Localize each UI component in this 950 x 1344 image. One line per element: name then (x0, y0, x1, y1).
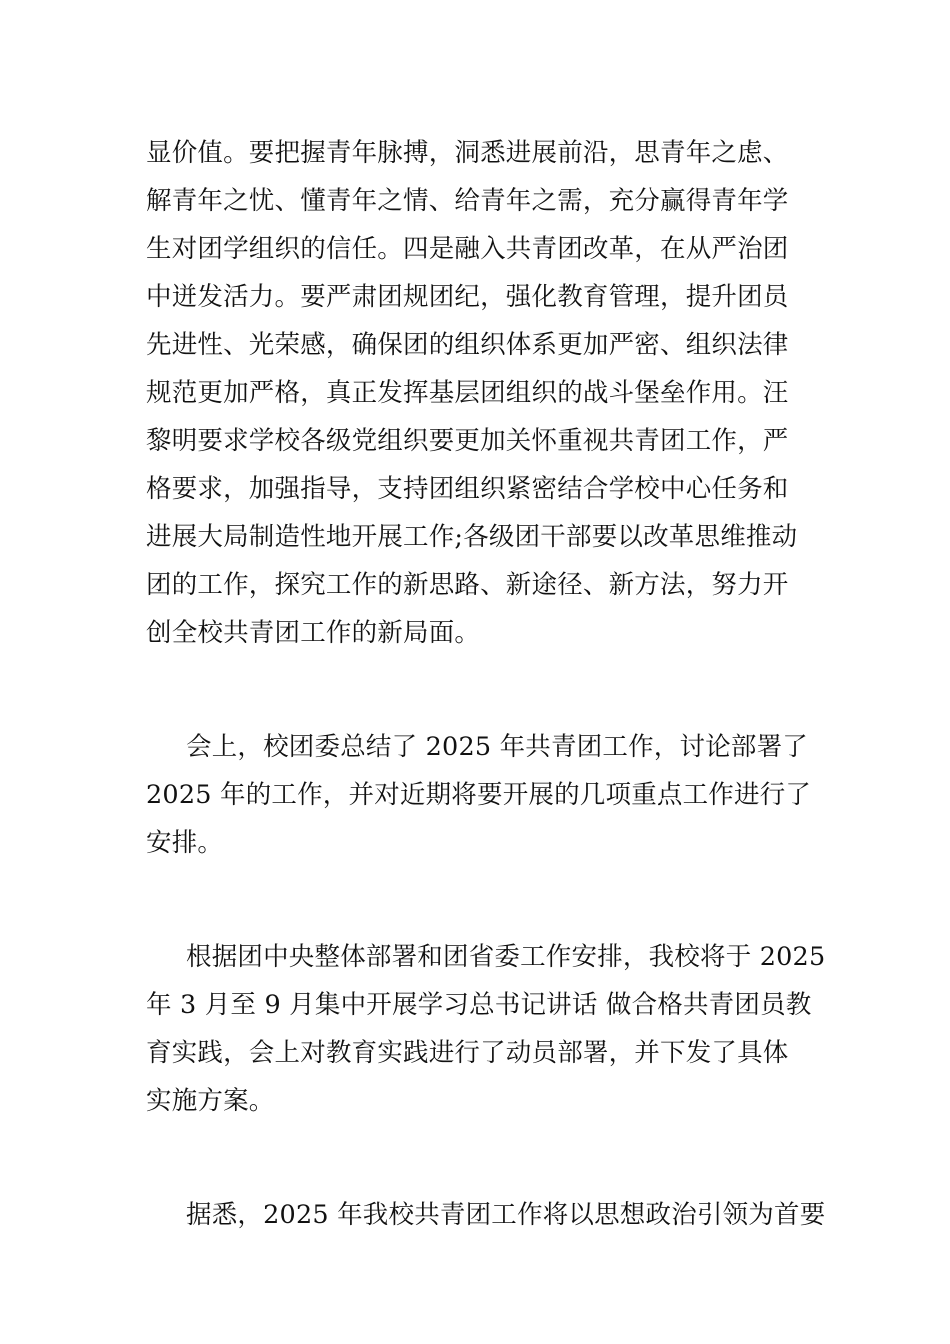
text-line: 2025 年的工作，并对近期将要开展的几项重点工作进行了 (146, 780, 812, 810)
text-line: 据悉，2025 年我校共青团工作将以思想政治引领为首要 (186, 1200, 826, 1230)
text-line: 创全校共青团工作的新局面。 (146, 618, 481, 648)
text-line: 育实践，会上对教育实践进行了动员部署，并下发了具体 (146, 1038, 789, 1068)
text-line: 规范更加严格，真正发挥基层团组织的战斗堡垒作用。汪 (146, 378, 789, 408)
text-line: 根据团中央整体部署和团省委工作安排，我校将于 2025 (186, 942, 826, 972)
text-line: 先进性、光荣感，确保团的组织体系更加严密、组织法律 (146, 330, 789, 360)
text-line: 显价值。要把握青年脉搏，洞悉进展前沿，思青年之虑、 (146, 138, 789, 168)
text-line: 黎明要求学校各级党组织要更加关怀重视共青团工作，严 (146, 426, 789, 456)
text-line: 会上，校团委总结了 2025 年共青团工作，讨论部署了 (186, 732, 809, 762)
text-line: 安排。 (146, 828, 224, 858)
text-line: 解青年之忧、懂青年之情、给青年之需，充分赢得青年学 (146, 186, 789, 216)
text-line: 实施方案。 (146, 1086, 275, 1116)
text-line: 年 3 月至 9 月集中开展学习总书记讲话 做合格共青团员教 (146, 990, 812, 1020)
text-line: 中迸发活力。要严肃团规团纪，强化教育管理，提升团员 (146, 282, 789, 312)
text-line: 进展大局制造性地开展工作;各级团干部要以改革思维推动 (146, 522, 798, 552)
text-line: 格要求，加强指导，支持团组织紧密结合学校中心任务和 (146, 474, 789, 504)
text-line: 团的工作，探究工作的新思路、新途径、新方法，努力开 (146, 570, 789, 600)
text-line: 生对团学组织的信任。四是融入共青团改革，在从严治团 (146, 234, 789, 264)
